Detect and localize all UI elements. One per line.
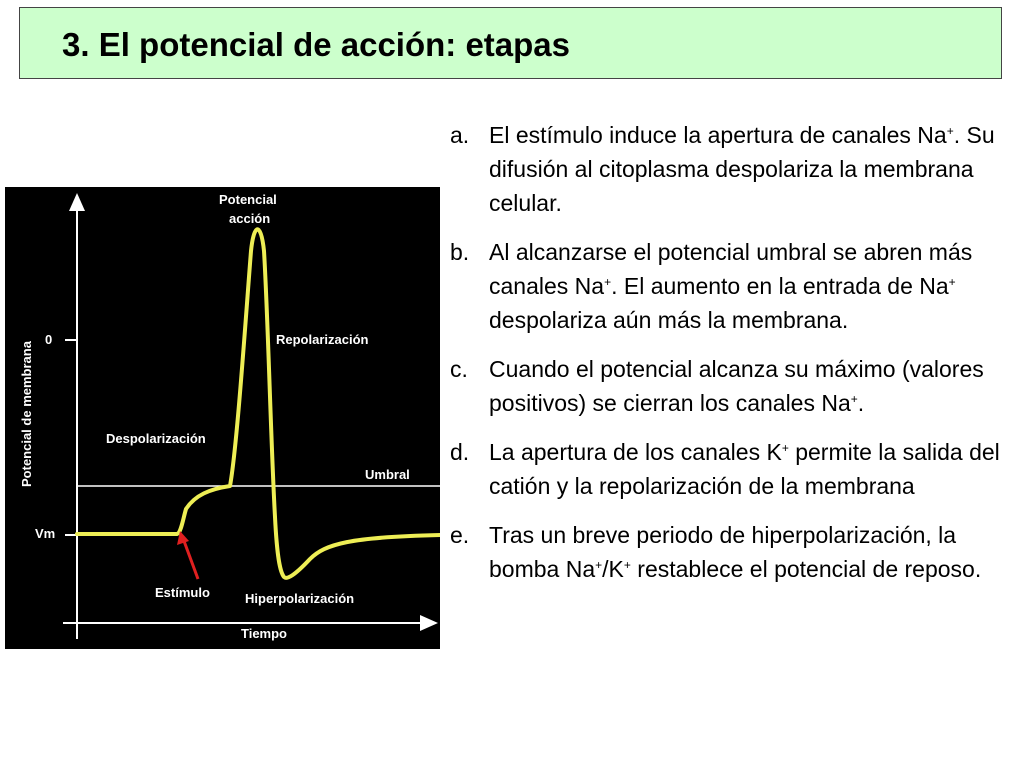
stage-item-d: [450, 435, 1020, 503]
repolarization-label: Repolarización: [276, 332, 369, 347]
peak-label-line1: Potencial: [219, 192, 277, 207]
threshold-label: Umbral: [365, 467, 410, 482]
action-potential-graph: [5, 187, 440, 649]
stage-item-b: [450, 235, 1020, 337]
stage-item-a: [450, 118, 1020, 220]
title-box: [19, 7, 1002, 79]
vm-tick-label: Vm: [35, 526, 56, 541]
page-title: 3. El potencial de acción: etapas: [62, 26, 571, 63]
y-axis-label: Potencial de membrana: [19, 341, 34, 487]
peak-label-line2: acción: [229, 211, 271, 226]
action-potential-figure: [5, 187, 440, 649]
x-axis-label: Tiempo: [241, 626, 287, 641]
stage-letter: a.: [450, 122, 470, 148]
stimulus-label: Estímulo: [155, 585, 210, 600]
stage-text: La apertura de los canales K+ permite la salida del catión y la repolarización de la membrana: [489, 439, 1000, 499]
action-potential-trace: [77, 229, 440, 578]
stage-letter: e.: [450, 522, 470, 548]
stimulus-arrow: [184, 541, 198, 579]
stage-text: Cuando el potencial alcanza su máximo (valores positivos) se cierran los canales Na+.: [489, 356, 984, 416]
stage-letter: b.: [450, 239, 470, 265]
stage-text: El estímulo induce la apertura de canales Na+. Su difusión al citoplasma despolariza la membrana celular.: [489, 122, 995, 216]
hyperpolarization-label: Hiperpolarización: [245, 591, 355, 606]
stage-item-e: [450, 518, 1020, 586]
stage-letter: c.: [450, 356, 468, 382]
stage-letter: d.: [450, 439, 470, 465]
depolarization-label: Despolarización: [106, 431, 206, 446]
stage-text: Al alcanzarse el potencial umbral se abren más canales Na+. El aumento en la entrada de Na+ despolariza aún más la membrana.: [489, 239, 973, 333]
zero-tick-label: 0: [45, 332, 53, 347]
stage-item-c: [450, 352, 1020, 420]
stages-list: [450, 118, 1020, 601]
stage-text: Tras un breve periodo de hiperpolarización, la bomba Na+/K+ restablece el potencial de reposo.: [489, 522, 982, 582]
